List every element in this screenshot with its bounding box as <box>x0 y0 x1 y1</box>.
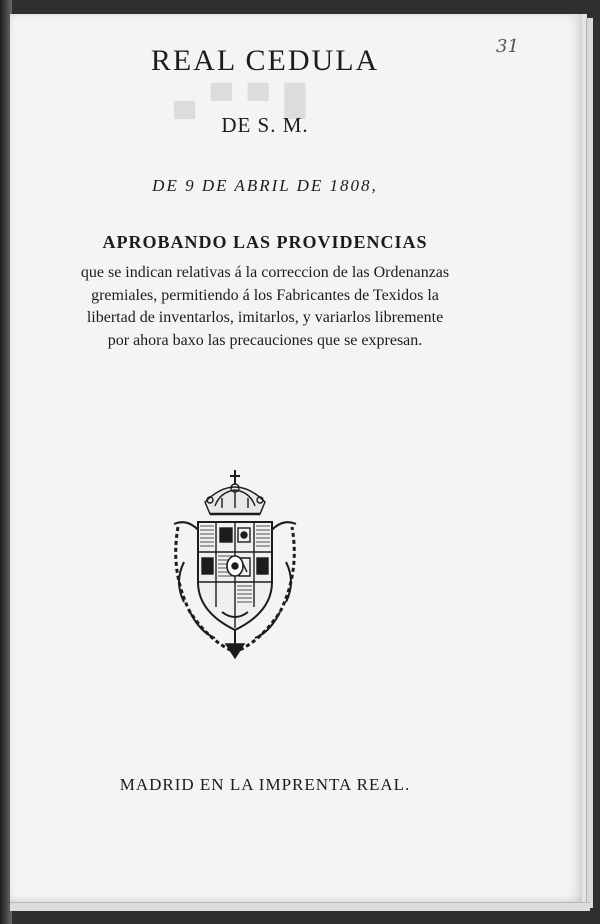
document-lead-line: APROBANDO LAS PROVIDENCIAS <box>102 232 428 252</box>
printer-imprint: MADRID EN LA IMPRENTA REAL. <box>119 775 411 794</box>
document-description <box>50 262 480 352</box>
document-date: DE 9 DE ABRIL DE 1808, <box>152 176 378 195</box>
page-edge <box>586 18 593 908</box>
description-line: gremiales, permitiendo á los Fabricantes de Texidos la <box>91 286 439 304</box>
description-line: que se indican relativas á la correccion de las Ordenanzas <box>80 264 450 281</box>
document-page <box>10 14 582 904</box>
bleed-through-heading: █ ▀ ▀ ▄ <box>170 84 306 117</box>
description-line: libertad de inventarlos, imitarlos, y variarlos libremente <box>86 309 444 326</box>
document-subtitle: DE S. M. <box>221 113 309 137</box>
folio-number: 31 <box>496 36 519 57</box>
royal-coat-of-arms-icon <box>160 462 310 662</box>
document-title: REAL CEDULA <box>150 44 380 77</box>
page-bottom-edge <box>10 902 590 911</box>
crown-icon <box>205 470 265 514</box>
description-line: por ahora baxo las precauciones que se expresan. <box>107 331 423 349</box>
